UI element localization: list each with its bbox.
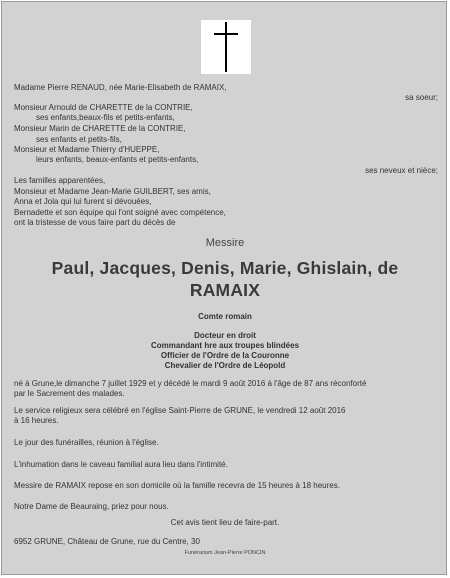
distinction: Chevalier de l'Ordre de Léopold: [164, 361, 286, 370]
deceased-name-line2: RAMAIX: [189, 280, 261, 300]
honorific: Messire: [205, 237, 245, 249]
birth-death-text: né à Grune,le dimanche 7 juillet 1929 et y décédé le mardi 9 août 2016 à l'âge de 87 ans réconforté: [14, 379, 367, 388]
family-line: Monsieur Marin de CHARETTE de la CONTRIE,: [14, 124, 186, 133]
funeral-home: Funérarium Jean-Pierre PONCIN: [184, 550, 266, 556]
latin-cross-icon: [201, 20, 251, 74]
family-line: Monsieur Arnould de CHARETTE de la CONTRIE,: [14, 103, 193, 112]
family-line: Bernadette et son équipe qui l'ont soigné avec compétence,: [14, 208, 226, 217]
distinction: Commandant hre aux troupes blindées: [150, 341, 300, 350]
service-text-cont: à 16 heures.: [14, 416, 59, 425]
distinction: Officier de l'Ordre de la Couronne: [160, 351, 290, 360]
burial-text: L'inhumation dans le caveau familial aura lieu dans l'intimité.: [14, 460, 228, 469]
deceased-name-line1: Paul, Jacques, Denis, Marie, Ghislain, de: [51, 258, 399, 278]
family-relation: ses neveux et nièce;: [365, 166, 438, 175]
distinction: Docteur en droit: [194, 331, 256, 340]
family-line: Anna et Jola qui lui furent si dévouées,: [14, 197, 152, 206]
obituary-card: [1, 1, 447, 575]
family-relation: sa soeur;: [405, 93, 438, 102]
service-text: Le service religieux sera célébré en l'église Saint-Pierre de GRUNE, le vendredi 12 août 2016: [14, 406, 346, 415]
birth-death-text-cont: par le Sacrement des malades.: [14, 389, 125, 398]
family-line-indented: leurs enfants, beaux-enfants et petits-enfants,: [36, 155, 199, 164]
family-line: Madame Pierre RENAUD, née Marie-Elisabeth de RAMAIX,: [14, 83, 227, 92]
prayer-text: Notre Dame de Beauraing, priez pour nous.: [14, 502, 169, 511]
family-line: Monsieur et Madame Jean-Marie GUILBERT, ses amis,: [14, 187, 211, 196]
family-line-indented: ses enfants et petits-fils,: [36, 135, 122, 144]
reunion-text: Le jour des funérailles, réunion à l'église.: [14, 438, 159, 447]
family-line: ont la tristesse de vous faire part du décès de: [14, 218, 176, 227]
address-text: 6952 GRUNE, Château de Grune, rue du Centre, 30: [14, 537, 200, 546]
viewing-text: Messire de RAMAIX repose en son domicile où la famille recevra de 15 heures à 18 heures.: [14, 481, 340, 490]
family-line-indented: ses enfants,beaux-fils et petits-enfants,: [36, 113, 175, 122]
deceased-title: Comte romain: [198, 312, 252, 321]
family-line: Monsieur et Madame Thierry d'HUEPPE,: [14, 145, 160, 154]
cross-panel: [201, 20, 251, 74]
notice-text: Cet avis tient lieu de faire-part.: [170, 518, 280, 527]
family-line: Les familles apparentées,: [14, 176, 106, 185]
